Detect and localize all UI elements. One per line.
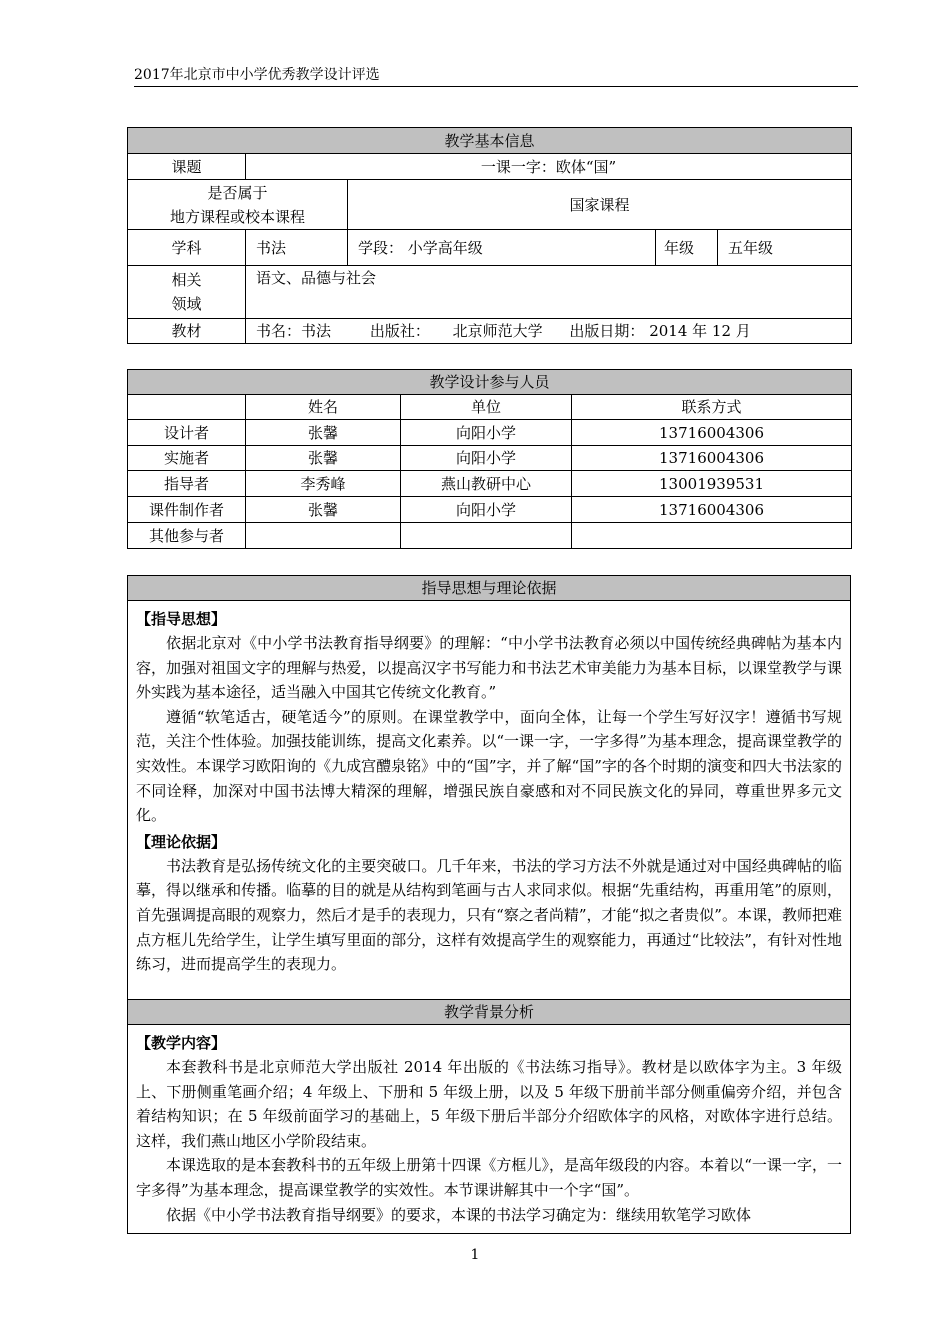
subject-value: 书法 — [246, 230, 348, 266]
unit-cell — [401, 523, 572, 549]
date-value: 2014 年 12 月 — [649, 322, 751, 340]
related-value: 语文、品德与社会 — [246, 266, 852, 319]
topic-label: 课题 — [128, 154, 246, 180]
table-row — [128, 523, 852, 549]
related-label-line1: 相关 — [171, 271, 202, 289]
course-type-label — [128, 180, 348, 230]
guidance-subtitle: 【指导思想】 — [136, 610, 227, 628]
course-type-value: 国家课程 — [348, 180, 852, 230]
date-label: 出版日期： — [569, 322, 645, 340]
table-row — [128, 446, 852, 471]
guidance-paragraph-2: 遵循“软笔适古，硬笔适今”的原则。在课堂教学中，面向全体，让每一个学生写好汉字！遵循书写规范，关注个性体验。加强技能训练，提高文化素养。以“一课一字，一字多得”为基本理念，提高课堂教学的实效性。本课学习欧阳询的《九成宫醴泉铭》中的“国”字，并了解“国”字的各个时期的演变和四大书法家的不同诠释，加深对中国书法博大精深的理解，增强民族自豪感和对不同民族文化的异同，尊重世界多元文化。 — [136, 707, 842, 825]
book-value: 书法 — [301, 322, 332, 340]
table-row — [128, 420, 852, 446]
participants-title: 教学设计参与人员 — [128, 370, 852, 395]
unit-cell: 燕山教研中心 — [401, 471, 572, 497]
role-cell: 其他参与者 — [128, 523, 246, 549]
column-header — [128, 395, 246, 420]
table-row — [128, 471, 852, 497]
related-label-line2: 领域 — [171, 295, 202, 313]
unit-cell: 向阳小学 — [401, 497, 572, 523]
basic-info-table — [127, 127, 852, 344]
contact-cell: 13001939531 — [572, 471, 852, 497]
name-cell: 张馨 — [246, 497, 401, 523]
page-header: 2017年北京市中小学优秀教学设计评选 — [134, 64, 858, 87]
background-body — [128, 1025, 851, 1234]
contact-cell — [572, 523, 852, 549]
content-paragraph-1: 本套教科书是北京师范大学出版社 2014 年出版的《书法练习指导》。教材是以欧体字为主。3 年级上、下册侧重笔画介绍；4 年级上、下册和 5 年级上册，以及 5 年级下册前半部分侧重偏旁介绍，并包含着结构知识；在 5 年级前面学习的基础上，5 年级下册后半部分介绍欧体字的风格，对欧体字进行总结。这样，我们燕山地区小学阶段结束。 — [136, 1058, 842, 1150]
contact-cell: 13716004306 — [572, 446, 852, 471]
guidance-title: 指导思想与理论依据 — [128, 576, 851, 601]
contact-cell: 13716004306 — [572, 420, 852, 446]
subject-label: 学科 — [128, 230, 246, 266]
name-cell — [246, 523, 401, 549]
textbook-value — [246, 319, 852, 344]
publisher-label: 出版社： — [369, 322, 430, 340]
content-subtitle: 【教学内容】 — [136, 1034, 227, 1052]
content-paragraph-2: 本课选取的是本套教科书的五年级上册第十四课《方框儿》，是高年级段的内容。本着以“一课一字，一字多得”为基本理念，提高课堂教学的实效性。本节课讲解其中一个字“国”。 — [136, 1156, 842, 1199]
publisher-value: 北京师范大学 — [452, 322, 543, 340]
stage-value: 小学高年级 — [407, 238, 483, 257]
theory-subtitle: 【理论依据】 — [136, 832, 227, 851]
column-header-name: 姓名 — [246, 395, 401, 420]
grade-label: 年级 — [656, 230, 718, 266]
name-cell: 张馨 — [246, 446, 401, 471]
name-cell: 李秀峰 — [246, 471, 401, 497]
content-paragraph-3: 依据《中小学书法教育指导纲要》的要求，本课的书法学习确定为：继续用软笔学习欧体 — [166, 1205, 752, 1224]
guidance-table — [127, 575, 851, 1234]
course-type-label-line2: 地方课程或校本课程 — [169, 207, 305, 226]
contact-cell: 13716004306 — [572, 497, 852, 523]
role-cell: 课件制作者 — [128, 497, 246, 523]
book-label: 书名： — [256, 322, 302, 340]
participants-table — [127, 369, 852, 549]
guidance-paragraph-1: 依据北京对《中小学书法教育指导纲要》的理解：“中小学书法教育必须以中国传统经典碑帖为基本内容，加强对祖国文字的理解与热爱，以提高汉字书写能力和书法艺术审美能力为基本目标，以课堂教学与课外实践为基本途径，适当融入中国其它传统文化教育。” — [136, 634, 842, 702]
grade-value: 五年级 — [718, 230, 852, 266]
guidance-body — [128, 601, 851, 1000]
topic-value: 一课一字：欧体“国” — [246, 154, 852, 180]
basic-info-title: 教学基本信息 — [128, 128, 852, 154]
background-title: 教学背景分析 — [128, 1000, 851, 1025]
textbook-label: 教材 — [128, 319, 246, 344]
role-cell: 实施者 — [128, 446, 246, 471]
column-header-contact: 联系方式 — [572, 395, 852, 420]
name-cell: 张馨 — [246, 420, 401, 446]
unit-cell: 向阳小学 — [401, 420, 572, 446]
stage-label: 学段： — [358, 238, 404, 257]
theory-paragraph: 书法教育是弘扬传统文化的主要突破口。几千年来，书法的学习方法不外就是通过对中国经典碑帖的临摹，得以继承和传播。临摹的目的就是从结构到笔画与古人求同求似。根据“先重结构，再重用笔”的原则，首先强调提高眼的观察力，然后才是手的表现力，只有“察之者尚精”，才能“拟之者贵似”。本课，教师把难点方框儿先给学生，让学生填写里面的部分，这样有效提高学生的观察能力，再通过“比较法”，有针对性地练习，进而提高学生的表现力。 — [136, 856, 842, 974]
column-header-unit: 单位 — [401, 395, 572, 420]
unit-cell: 向阳小学 — [401, 446, 572, 471]
table-row — [128, 497, 852, 523]
role-cell: 指导者 — [128, 471, 246, 497]
page-number: 1 — [470, 1247, 480, 1263]
stage-cell — [348, 230, 656, 266]
role-cell: 设计者 — [128, 420, 246, 446]
course-type-label-line1: 是否属于 — [207, 183, 268, 202]
related-label — [128, 266, 246, 319]
